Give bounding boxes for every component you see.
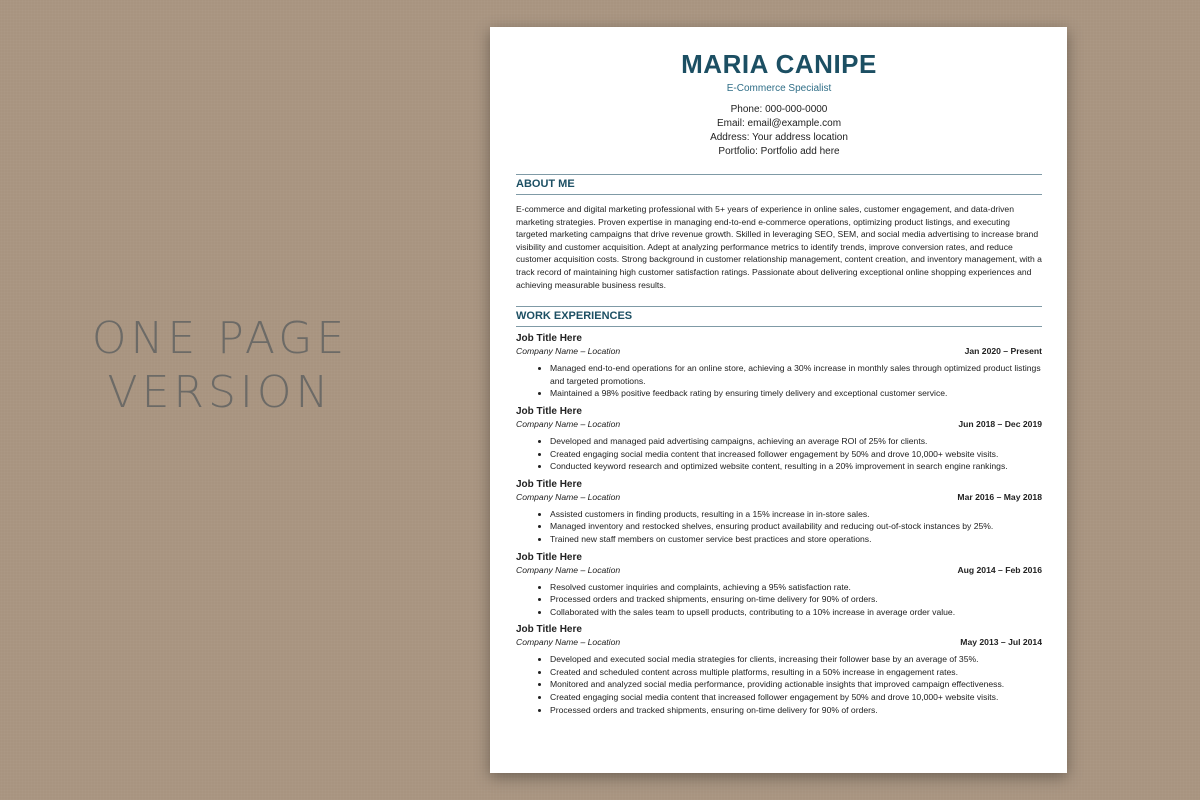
resume-page [490,27,1067,773]
job-bullet: • Assisted customers in finding products, resulting in a 15% increase in in-store sales. [550,508,1042,521]
job-dates: Jan 2020 – Present [964,346,1042,357]
job-bullet: • Processed orders and tracked shipments, ensuring on-time delivery for 90% of orders. [550,704,1042,717]
job-bullet-list [516,653,1042,716]
job-bullet: • Trained new staff members on customer service best practices and store operations. [550,533,1042,546]
work-experience-list [516,333,1042,716]
job-bullet: • Managed inventory and restocked shelves, ensuring product availability and reducing out-of-stock instances by 25%. [550,520,1042,533]
job-title: Job Title Here [516,624,582,636]
company-location: Company Name – Location [516,491,621,502]
job-bullet-list [516,435,1042,473]
contact-email: Email: email@example.com [716,118,842,129]
job-bullet: • Developed and executed social media strategies for clients, increasing their follower base by an average of 35%. [550,653,1042,666]
resume-job-title: E-Commerce Specialist [726,83,832,94]
contact-phone: Phone: 000-000-0000 [730,104,828,115]
job-bullet: • Developed and managed paid advertising campaigns, achieving an average ROI of 25% for clients. [550,435,1042,448]
job-dates: Aug 2014 – Feb 2016 [957,564,1042,575]
company-location: Company Name – Location [516,346,621,357]
job-dates: Jun 2018 – Dec 2019 [958,418,1042,429]
job-entry [516,333,1042,400]
about-heading: ABOUT ME [516,174,1042,195]
job-entry [516,624,1042,716]
job-meta [516,491,1042,504]
promo-label [60,312,380,420]
job-bullet: • Created engaging social media content that increased follower engagement by 50% and drove 10,000+ website visits. [550,448,1042,461]
job-bullet: • Maintained a 98% positive feedback rating by ensuring timely delivery and exceptional customer service. [550,387,1042,400]
job-title: Job Title Here [516,333,582,345]
job-bullet: • Created and scheduled content across multiple platforms, resulting in a 50% increase in engagement rates. [550,666,1042,679]
resume-name: MARIA CANIPE [681,49,877,79]
job-title: Job Title Here [516,405,582,417]
job-title: Job Title Here [516,551,582,563]
job-entry [516,552,1042,619]
contact-block [516,103,1042,159]
job-bullet-list [516,508,1042,546]
job-bullet-list [516,362,1042,400]
job-meta [516,564,1042,577]
job-bullet: • Collaborated with the sales team to upsell products, contributing to a 10% increase in average order value. [550,606,1042,619]
company-location: Company Name – Location [516,637,621,648]
job-meta [516,418,1042,431]
about-text: E-commerce and digital marketing professional with 5+ years of experience in online sales, customer engagement, and data-driven marketing strategies. Proven expertise in managing end-to-end e-commerce operations, optimizing product listings, and executing targeted marketing campaigns that drive revenue growth. Skilled in leveraging SEO, SEM, and social media advertising to increase brand visibility and customer acquisition. Adept at analyzing performance metrics to identify trends, improve conversion rates, and reduce customer acquisition costs. Strong background in customer relationship management, content creation, and inventory management, with a track record of maintaining high customer satisfaction ratings. Passionate about delivering exceptional online shopping experiences and achieving measurable business results. [516,204,1042,290]
job-entry [516,479,1042,546]
job-bullet: • Created engaging social media content that increased follower engagement by 50% and drove 10,000+ website visits. [550,691,1042,704]
job-bullet: • Monitored and analyzed social media performance, providing actionable insights that improved campaign effectiveness. [550,678,1042,691]
job-bullet-list [516,581,1042,619]
job-meta [516,636,1042,649]
job-bullet: • Processed orders and tracked shipments, ensuring on-time delivery for 90% of orders. [550,593,1042,606]
job-bullet: • Resolved customer inquiries and complaints, achieving a 95% satisfaction rate. [550,581,1042,594]
contact-portfolio: Portfolio: Portfolio add here [718,146,840,157]
job-meta [516,345,1042,358]
promo-label-line-1: ONE PAGE [91,313,349,364]
job-entry [516,406,1042,473]
job-title: Job Title Here [516,478,582,490]
job-bullet: • Conducted keyword research and optimized website content, resulting in a 20% improvement in search engine rankings. [550,460,1042,473]
job-dates: May 2013 – Jul 2014 [960,637,1042,648]
company-location: Company Name – Location [516,418,621,429]
job-dates: Mar 2016 – May 2018 [957,491,1042,502]
contact-address: Address: Your address location [710,132,848,143]
work-heading: WORK EXPERIENCES [516,306,1042,327]
promo-label-line-2: VERSION [107,367,333,418]
job-bullet: • Managed end-to-end operations for an online store, achieving a 30% increase in monthly sales through optimized product listings and targeted promotions. [550,362,1042,387]
company-location: Company Name – Location [516,564,621,575]
